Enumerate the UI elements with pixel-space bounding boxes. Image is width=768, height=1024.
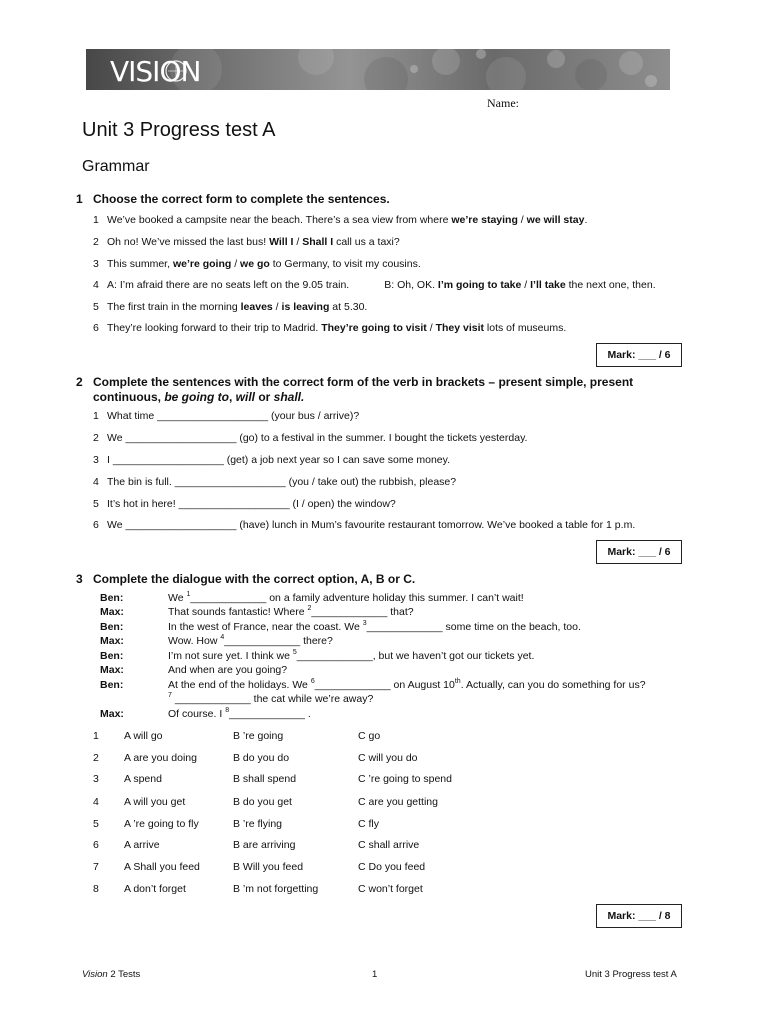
text-run: lots of museums.: [484, 322, 567, 334]
text-run: at 5.30.: [329, 301, 368, 313]
speaker-name: Ben:: [100, 592, 124, 604]
option-a: A will go: [124, 730, 163, 742]
option-b: B shall spend: [233, 773, 297, 785]
text-run: I’m not sure yet. I think we: [168, 650, 293, 662]
option-c: C shall arrive: [358, 839, 420, 851]
sentence: [107, 322, 566, 334]
option-c: C won’t forget: [358, 883, 423, 895]
answer-option: leaves: [240, 301, 273, 313]
text-run: They’re looking forward to their trip to Madrid.: [107, 322, 322, 334]
item-number: 1: [93, 214, 99, 226]
text-run: _____________ there?: [224, 635, 333, 647]
item-number: 4: [93, 476, 99, 488]
dialogue-line: [168, 621, 581, 633]
item-number: 6: [93, 322, 99, 334]
option-number: 5: [93, 818, 99, 830]
text-run: _____________ the cat while we’re away?: [171, 693, 374, 705]
item-number: 2: [93, 432, 99, 444]
superscript: 2: [307, 605, 312, 612]
text-run: _____________, but we haven’t got our tickets yet.: [296, 650, 535, 662]
text-run: _____________ that?: [311, 606, 414, 618]
task-number: 1: [76, 192, 83, 206]
text-run: /: [426, 322, 436, 334]
sentence: [107, 236, 400, 248]
task-number: 2: [76, 375, 83, 389]
option-number: 8: [93, 883, 99, 895]
sentence: [107, 279, 656, 291]
sentence: [107, 214, 587, 226]
text-run: At the end of the holidays. We: [168, 679, 311, 691]
text-run: _____________ on August 10: [314, 679, 455, 691]
option-number: 1: [93, 730, 99, 742]
mark-box: Mark: ___ / 6: [596, 540, 682, 564]
dialogue-line: [168, 635, 333, 647]
option-a: A arrive: [124, 839, 160, 851]
speaker-name: Max:: [100, 606, 124, 618]
speaker-name: Max:: [100, 635, 124, 647]
section-heading: Grammar: [82, 158, 150, 175]
footer-book-suffix: 2 Tests: [107, 969, 141, 980]
task-number: 3: [76, 572, 83, 586]
option-c: C will you do: [358, 752, 418, 764]
text-run: This summer,: [107, 258, 173, 270]
option-a: A are you doing: [124, 752, 197, 764]
option-c: C are you getting: [358, 796, 438, 808]
item-number: 2: [93, 236, 99, 248]
text-run: /: [231, 258, 241, 270]
emphasis-text: will: [235, 390, 255, 404]
option-b: B ’re going: [233, 730, 284, 742]
superscript: 8: [225, 707, 230, 714]
answer-option: I’m going to take: [437, 279, 522, 291]
task-instruction: Complete the dialogue with the correct option, A, B or C.: [93, 572, 416, 586]
superscript: 7: [168, 692, 172, 699]
option-number: 3: [93, 773, 99, 785]
text-run: _____________ .: [229, 708, 311, 720]
option-b: B do you get: [233, 796, 292, 808]
item-number: 1: [93, 410, 99, 422]
text-run: We: [168, 592, 187, 604]
gap-sentence: It’s hot in here! ___________________ (I / open) the window?: [107, 498, 396, 510]
option-b: B Will you feed: [233, 861, 304, 873]
answer-option: I’ll take: [530, 279, 566, 291]
item-number: 6: [93, 519, 99, 531]
text-run: /: [517, 214, 527, 226]
item-number: 3: [93, 258, 99, 270]
text-run: The first train in the morning: [107, 301, 241, 313]
text-run: And when are you going?: [168, 664, 288, 676]
option-a: A spend: [124, 773, 162, 785]
text-run: /: [521, 279, 531, 291]
text-run: Wow. How: [168, 635, 221, 647]
gap-sentence: What time ___________________ (your bus / arrive)?: [107, 410, 360, 422]
text-run: or: [255, 390, 274, 404]
option-b: B do you do: [233, 752, 290, 764]
text-run: Oh no! We’ve missed the last bus!: [107, 236, 270, 248]
option-a: A don’t forget: [124, 883, 186, 895]
text-run: /: [293, 236, 303, 248]
speaker-name: Ben:: [100, 650, 124, 662]
text-run: ,: [228, 390, 236, 404]
dialogue-line: [168, 606, 414, 618]
superscript: 5: [292, 649, 297, 656]
option-a: A will you get: [124, 796, 186, 808]
page-number: 1: [372, 969, 378, 980]
answer-option: we will stay: [526, 214, 585, 226]
emphasis-text: shall.: [273, 390, 305, 404]
emphasis-text: be going to: [164, 390, 229, 404]
task-instruction: [93, 375, 653, 405]
answer-option: is leaving: [281, 301, 330, 313]
answer-option: we’re staying: [451, 214, 518, 226]
sentence: [107, 301, 367, 313]
option-b: B ’m not forgetting: [233, 883, 319, 895]
mark-box: Mark: ___ / 6: [596, 343, 682, 367]
header-banner: [86, 49, 670, 90]
superscript: th: [454, 678, 461, 685]
text-run: the next one, then.: [565, 279, 656, 291]
dialogue-line: [168, 693, 373, 705]
answer-option: Shall I: [302, 236, 334, 248]
gap-sentence: I ___________________ (get) a job next year so I can save some money.: [107, 454, 451, 466]
superscript: 1: [186, 591, 191, 598]
text-run: . Actually, can you do something for us?: [460, 679, 646, 691]
superscript: 3: [362, 620, 367, 627]
speaker-name: Ben:: [100, 679, 124, 691]
speaker-name: Max:: [100, 708, 124, 720]
text-run: A: I’m afraid there are no seats left on the 9.05 train. B: Oh, OK.: [107, 279, 438, 291]
task-instruction: Choose the correct form to complete the sentences.: [93, 192, 390, 206]
dialogue-line: [168, 592, 524, 604]
mark-box: Mark: ___ / 8: [596, 904, 682, 928]
option-c: C fly: [358, 818, 379, 830]
footer-book-title: Vision: [82, 969, 108, 980]
text-run: call us a taxi?: [333, 236, 400, 248]
answer-option: we’re going: [172, 258, 232, 270]
option-a: A Shall you feed: [124, 861, 200, 873]
answer-option: They visit: [435, 322, 484, 334]
text-run: /: [272, 301, 282, 313]
text-run: .: [584, 214, 588, 226]
item-number: 5: [93, 498, 99, 510]
item-number: 4: [93, 279, 99, 291]
answer-option: Will I: [269, 236, 294, 248]
gap-sentence: The bin is full. ___________________ (you / take out) the rubbish, please?: [107, 476, 457, 488]
superscript: 6: [310, 678, 315, 685]
answer-option: They’re going to visit: [321, 322, 427, 334]
item-number: 3: [93, 454, 99, 466]
svg-text:VISION: VISION: [110, 55, 201, 86]
vision-logo: [108, 52, 208, 86]
footer-left: [82, 969, 140, 980]
text-run: That sounds fantastic! Where: [168, 606, 308, 618]
text-run: We’ve booked a campsite near the beach. There’s a sea view from where: [107, 214, 452, 226]
text-run: _____________ some time on the beach, too.: [366, 621, 581, 633]
option-b: B are arriving: [233, 839, 296, 851]
option-c: C Do you feed: [358, 861, 426, 873]
option-number: 2: [93, 752, 99, 764]
name-label: Name:: [487, 96, 519, 110]
dialogue-line: [168, 650, 534, 662]
speaker-name: Max:: [100, 664, 124, 676]
option-number: 7: [93, 861, 99, 873]
gap-sentence: We ___________________ (have) lunch in Mum’s favourite restaurant tomorrow. We’ve booked a table for 1 p.m.: [107, 519, 636, 531]
option-number: 6: [93, 839, 99, 851]
text-run: In the west of France, near the coast. We: [168, 621, 363, 633]
option-c: C ’re going to spend: [358, 773, 452, 785]
item-number: 5: [93, 301, 99, 313]
answer-option: we go: [240, 258, 270, 270]
text-run: Of course. I: [168, 708, 226, 720]
option-number: 4: [93, 796, 99, 808]
dialogue-line: [168, 664, 287, 676]
text-run: _____________ on a family adventure holiday this summer. I can’t wait!: [190, 592, 524, 604]
page-title: Unit 3 Progress test A: [82, 119, 276, 141]
gap-sentence: We ___________________ (go) to a festival in the summer. I bought the tickets yesterday.: [107, 432, 528, 444]
option-b: B ’re flying: [233, 818, 283, 830]
dialogue-line: [168, 708, 311, 720]
footer-right: Unit 3 Progress test A: [585, 969, 677, 980]
option-a: A ’re going to fly: [124, 818, 199, 830]
text-run: to Germany, to visit my cousins.: [269, 258, 421, 270]
sentence: [107, 258, 421, 270]
superscript: 4: [220, 634, 225, 641]
dialogue-line: [168, 679, 646, 691]
text-run: Complete the sentences with the correct form of the verb in brackets – present simple, present continuous,: [93, 375, 634, 404]
option-c: C go: [358, 730, 381, 742]
speaker-name: Ben:: [100, 621, 124, 633]
